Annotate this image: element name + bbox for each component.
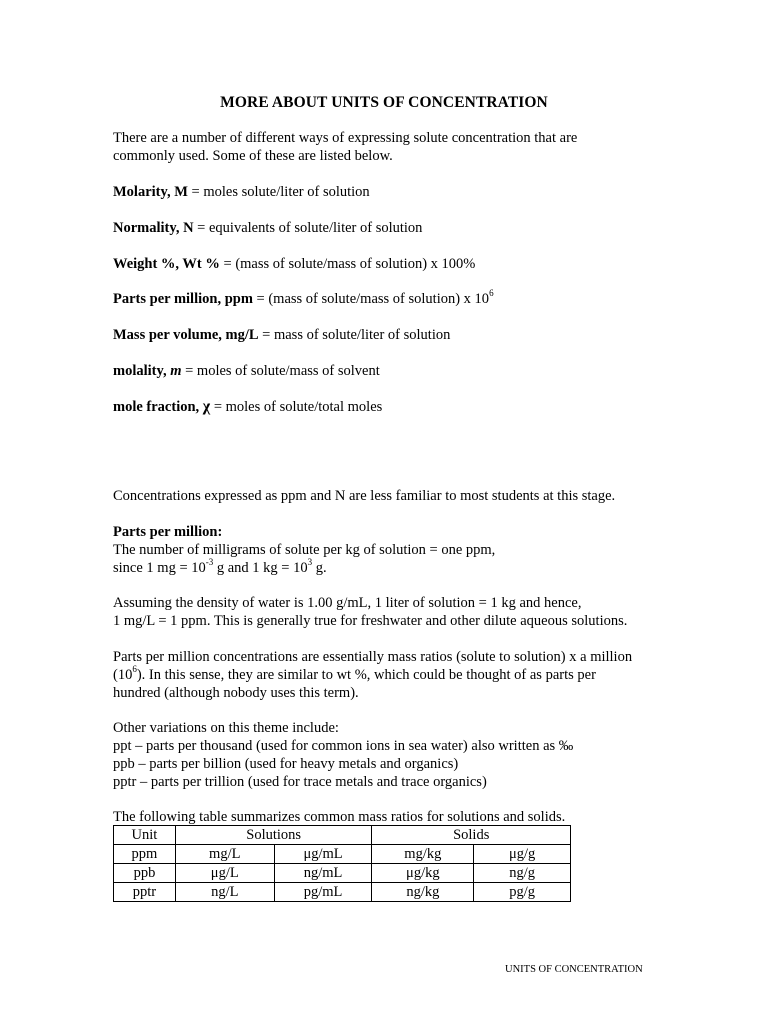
definition-term: Parts per million, ppm: [113, 291, 253, 307]
ratio-line-2: $(10^6)$. In this sense, they are similar to wt %, which could be thought of as parts per: [113, 664, 596, 683]
familiar-paragraph: Concentrations expressed as ppm and N are less familiar to most students at this stage.: [113, 488, 616, 504]
table-row: ppb μg/L ng/mL μg/kg ng/g: [114, 864, 571, 883]
page-footer: UNITS OF CONCENTRATION: [505, 964, 643, 975]
definition-text: equivalents of solute/liter of solution: [208, 220, 423, 236]
definition-mass-per-volume: Mass per volume, mg/L = mass of solute/liter of solution: [113, 327, 451, 343]
header-solutions: Solutions: [175, 826, 372, 845]
definition-term: Weight %, Wt %: [113, 256, 220, 272]
table-header-row: [114, 826, 571, 845]
intro-line-2: commonly used. Some of these are listed below.: [113, 148, 393, 164]
definition-molarity: Molarity, M = moles solute/liter of solution: [113, 184, 370, 200]
intro-line-1: There are a number of different ways of expressing solute concentration that are: [113, 130, 578, 146]
definition-text: (mass of solute/mass of solution) x 100%: [235, 256, 476, 272]
definition-text: moles solute/liter of solution: [203, 184, 370, 200]
definition-mole-fraction: mole fraction, χ = moles of solute/total moles: [113, 398, 383, 415]
exponent: 6: [489, 288, 494, 299]
table-intro: The following table summarizes common mass ratios for solutions and solids.: [113, 809, 566, 825]
definition-molality: molality, m = moles of solute/mass of solvent: [113, 363, 380, 379]
ppm-heading: Parts per million:: [113, 524, 223, 540]
definition-text: moles of solute/total moles: [225, 399, 383, 415]
definition-weight-percent: Weight %, Wt % = (mass of solute/mass of solution) x 100%: [113, 256, 476, 272]
definition-term: molality,: [113, 363, 171, 379]
definition-normality: Normality, N = equivalents of solute/liter of solution: [113, 220, 423, 236]
definition-symbol: m: [170, 363, 182, 379]
page-title: MORE ABOUT UNITS OF CONCENTRATION: [220, 94, 548, 111]
variation-ppb: ppb – parts per billion (used for heavy metals and organics): [113, 756, 459, 772]
definition-term: Molarity, M: [113, 184, 188, 200]
ratio-line-3: hundred (although nobody uses this term).: [113, 685, 359, 701]
density-line-1: Assuming the density of water is 1.00 g/mL, 1 liter of solution = 1 kg and hence,: [113, 595, 582, 611]
ratio-line-1: Parts per million concentrations are essentially mass ratios (solute to solution) x a million: [113, 649, 633, 665]
ppm-line-2: since 1 mg = $10^{-3}$ g and 1 kg = $10^3$ g.: [113, 557, 327, 576]
table-row: pptr ng/L pg/mL ng/kg pg/g: [114, 883, 571, 902]
variation-ppt: ppt – parts per thousand (used for common ions in sea water) also written as ‰: [113, 738, 574, 754]
definition-text: (mass of solute/mass of solution) x 10: [268, 291, 490, 307]
definition-ppm: Parts per million, ppm = (mass of solute/mass of solution) x $10^6$: [113, 288, 494, 307]
definition-term: Normality, N: [113, 220, 194, 236]
header-unit: Unit: [114, 826, 176, 845]
density-line-2: 1 mg/L = 1 ppm. This is generally true for freshwater and other dilute aqueous solutions.: [113, 613, 628, 629]
variations-intro: Other variations on this theme include:: [113, 720, 339, 736]
definition-text: mass of solute/liter of solution: [273, 327, 451, 343]
ppm-line-1: The number of milligrams of solute per kg of solution = one ppm,: [113, 542, 496, 558]
chi-symbol: χ: [202, 398, 211, 415]
table-row: ppm mg/L μg/mL mg/kg μg/g: [114, 845, 571, 864]
definition-term: Mass per volume, mg/L: [113, 327, 259, 343]
variation-pptr: pptr – parts per trillion (used for trace metals and trace organics): [113, 774, 487, 790]
header-solids: Solids: [372, 826, 571, 845]
definition-text: moles of solute/mass of solvent: [196, 363, 380, 379]
definition-term: mole fraction,: [113, 399, 203, 415]
mass-ratio-table: [113, 825, 571, 902]
